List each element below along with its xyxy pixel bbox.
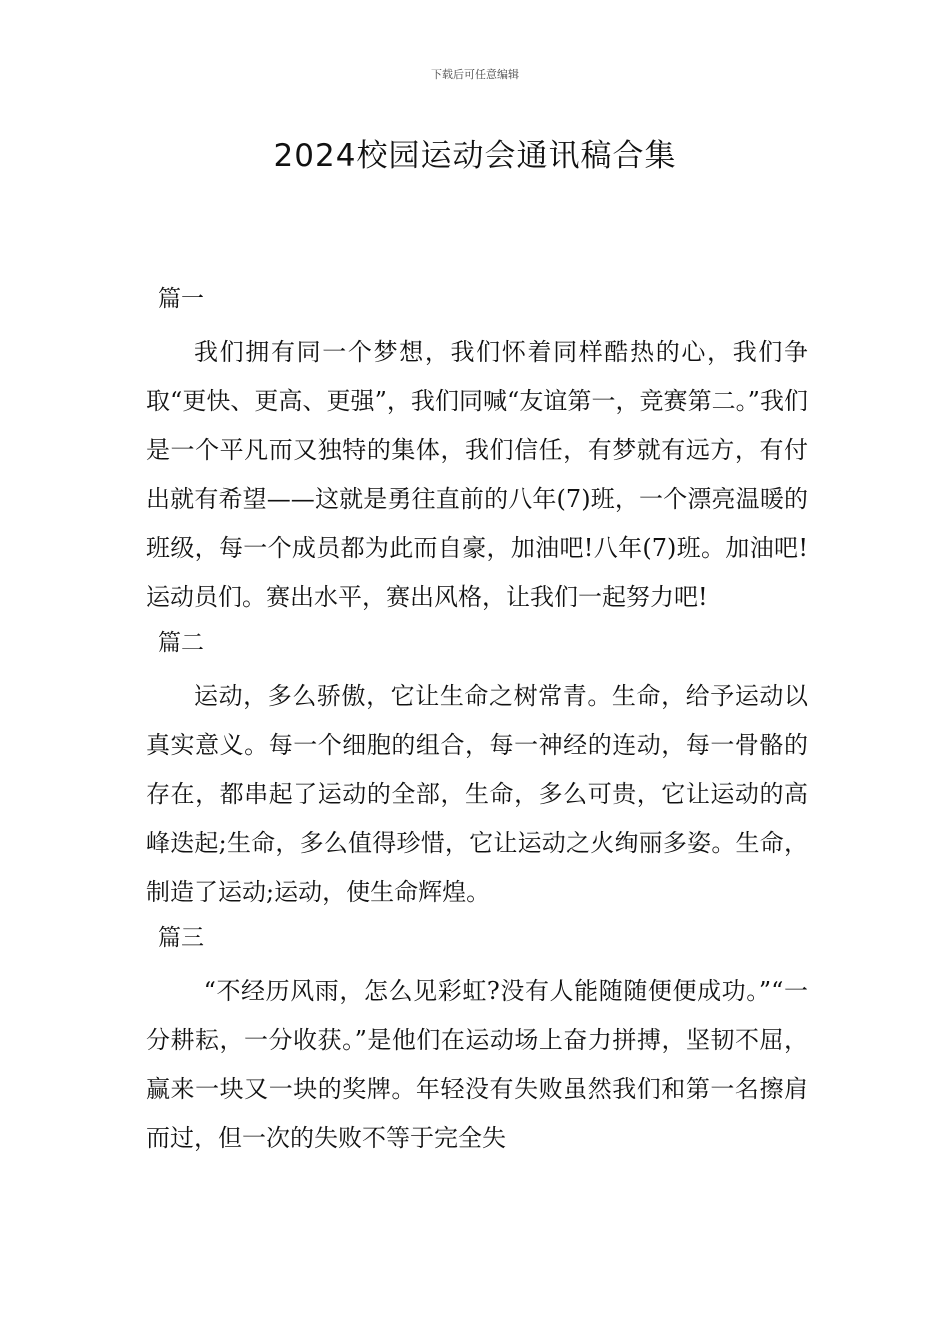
section-label-3: 篇三 — [158, 925, 204, 951]
section-paragraph-2: 运动，多么骄傲，它让生命之树常青。生命，给予运动以真实意义。每一个细胞的组合，每一神经的连动，每一骨骼的存在，都串起了运动的全部，生命，多么可贵，它让运动的高峰迭起;生命，多么值得珍惜，它让运动之火绚丽多姿。生命，制造了运动;运动，使生命辉煌。 — [146, 682, 808, 906]
document-body — [146, 278, 808, 1163]
section-paragraph-1: 我们拥有同一个梦想，我们怀着同样酷热的心，我们争取“更快、更高、更强”，我们同喊“友谊第一，竞赛第二。”我们是一个平凡而又独特的集体，我们信任，有梦就有远方，有付出就有希望——这就是勇往直前的八年(7)班，一个漂亮温暖的班级，每一个成员都为此而自豪，加油吧!八年(7)班。加油吧!运动员们。赛出水平，赛出风格，让我们一起努力吧! — [146, 338, 808, 611]
section-label-2: 篇二 — [158, 630, 204, 656]
document-title: 2024校园运动会通讯稿合集 — [273, 138, 677, 174]
section-paragraph-3: “不经历风雨，怎么见彩虹?没有人能随随便便成功。”“一分耕耘，一分收获。”是他们在运动场上奋力拼搏，坚韧不屈，赢来一块又一块的奖牌。年轻没有失败虽然我们和第一名擦肩而过，但一次的失败不等于完全失 — [146, 977, 808, 1152]
section-label-1: 篇一 — [158, 286, 204, 312]
header-note: 下载后可任意编辑 — [431, 68, 519, 81]
